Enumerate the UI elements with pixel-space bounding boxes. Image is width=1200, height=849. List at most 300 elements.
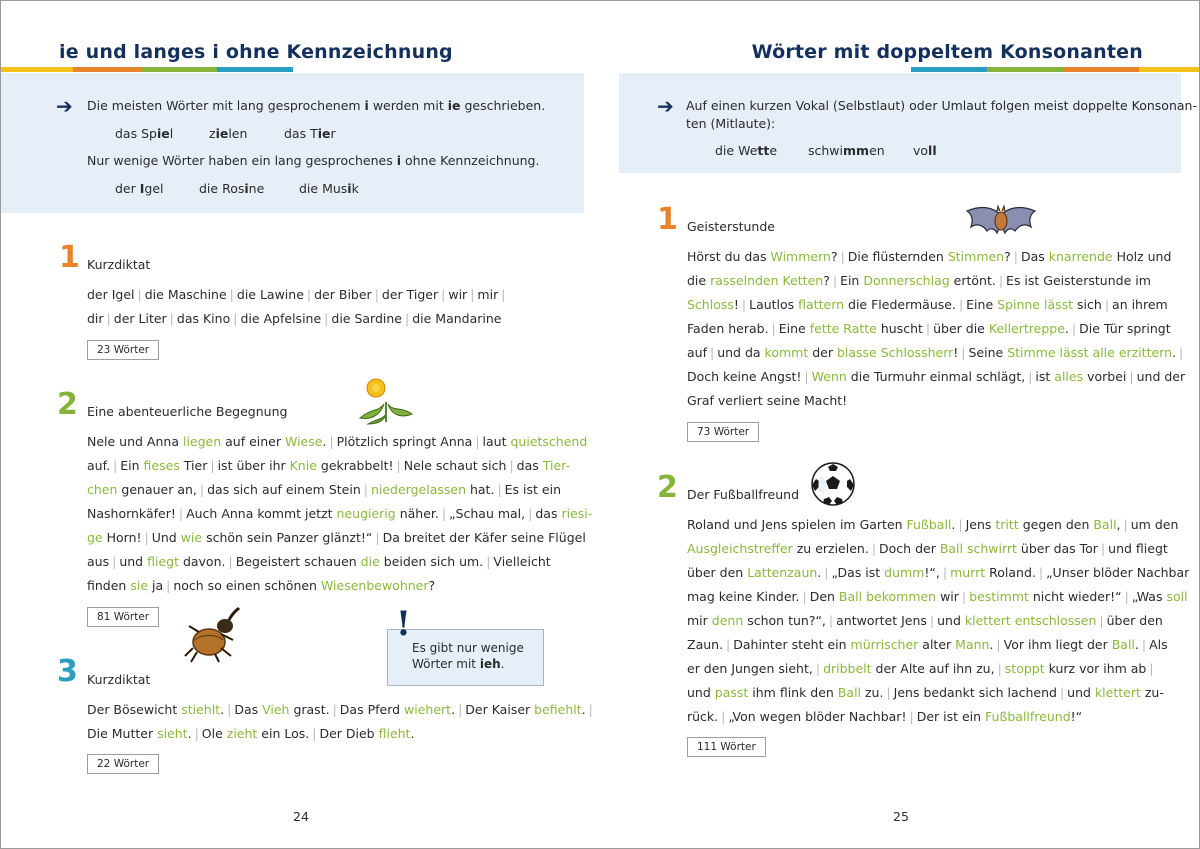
text-segment: und [937,613,965,628]
text-segment: beiden sich um. [379,554,484,569]
text-segment: antwortet Jens [836,613,927,628]
text-segment: die Turmuhr einmal schlägt, [846,369,1026,384]
text-segment: um den [1130,517,1179,532]
text-segment: Auch Anna kommt jetzt [186,506,337,521]
phrase-separator: | [486,554,491,569]
phrase-separator: | [958,517,963,532]
text-segment: das [516,458,543,473]
text-segment: das Kino [176,311,231,326]
text-segment: . [451,702,456,717]
color-stripe [987,67,1063,72]
phrase-separator: | [199,482,205,497]
phrase-separator: | [832,273,838,288]
color-stripes-right [911,67,1200,72]
phrase-separator: | [1129,369,1134,384]
page-title-left: ie und langes i ohne Kennzeichnung [59,41,453,63]
tip-text: Es gibt nur wenige Wörter mit ieh. [412,641,524,671]
text-segment: Graf verliert seine Macht! [687,393,848,408]
phrase-separator: | [929,613,935,628]
highlighted-word: liegen [182,434,222,449]
highlighted-word: Ball [1093,517,1117,532]
text-line [687,681,1189,705]
phrase-separator: | [1059,685,1065,700]
text-segment: das sich auf einem Stein [207,482,361,497]
text-segment: . [1172,345,1176,360]
color-stripe [1,67,73,72]
exercise-number: 2 [57,387,78,422]
phrase-separator: | [961,589,967,604]
phrase-separator: | [169,311,174,326]
text-segment: gekrabbelt! [316,458,394,473]
example-word: die Musik [299,181,359,196]
text-segment: ! [733,297,739,312]
phrase-separator: | [824,565,829,580]
phrase-separator: | [721,709,726,724]
rule-box-right [619,73,1197,173]
highlighted-word: passt [714,685,749,700]
highlighted-word: knarrende [1048,249,1113,264]
phrase-separator: | [106,311,111,326]
text-segment: wir [448,287,468,302]
exercise-title: Kurzdiktat [87,257,151,272]
phrase-separator: | [815,661,821,676]
exercise-title: Eine abenteuerliche Begegnung [87,404,288,419]
exercise-title: Geisterstunde [687,219,775,234]
text-segment: ? [830,249,838,264]
text-segment: Roland und Jens spielen im Garten [687,517,907,532]
highlighted-word: mürrischer [850,637,919,652]
phrase-separator: | [113,458,118,473]
text-segment: Eine [966,297,998,312]
phrase-separator: | [228,554,233,569]
highlighted-word: Ausgleichstreffer [687,541,793,556]
text-segment: schön sein Panzer glänzt!“ [202,530,373,545]
highlighted-word: Stimme lässt alle erzittern [1007,345,1173,360]
text-segment: Und [151,530,181,545]
text-segment: alter [918,637,956,652]
phrase-separator: | [925,321,931,336]
text-line [687,245,1186,269]
highlighted-word: Ball schwirrt [939,541,1017,556]
text-segment: mag keine Kinder. [687,589,800,604]
text-segment: die Fledermäuse. [844,297,956,312]
text-line [687,609,1189,633]
word-count-badge: 81 Wörter [87,607,159,627]
word-count-badge: 111 Wörter [687,737,766,757]
exercise-title: Kurzdiktat [87,672,151,687]
text-segment: „Unser blöder Nachbar [1046,565,1190,580]
phrase-separator: | [1124,589,1129,604]
highlighted-word: klettert entschlossen [964,613,1097,628]
highlighted-word: zieht [226,726,258,741]
text-segment: grast. [289,702,330,717]
color-stripe [217,67,293,72]
phrase-separator: | [1013,249,1018,264]
text-segment: nicht wieder!“ [1028,589,1122,604]
rule-line-1: Die meisten Wörter mit lang gesprochenem i werden mit ie geschrieben. [87,98,546,113]
exercise-number: 1 [657,202,678,237]
text-segment: der Biber [314,287,372,302]
text-segment: !“, [924,565,940,580]
phrase-separator: | [961,345,966,360]
phrase-separator: | [1141,637,1147,652]
text-segment: . [1064,321,1069,336]
text-segment: Das [1020,249,1049,264]
text-line [87,698,596,722]
text-segment: Lautlos [749,297,799,312]
highlighted-word: Tier- [542,458,571,473]
phrase-separator: | [1123,517,1128,532]
phrase-separator: | [194,726,199,741]
text-segment: Ole [201,726,227,741]
text-segment: . [220,702,225,717]
example-word: voll [913,143,937,158]
text-segment: und [119,554,148,569]
word-count-badge: 73 Wörter [687,422,759,442]
text-segment: Das [234,702,263,717]
highlighted-word: befiehlt [534,702,582,717]
phrase-separator: | [441,506,447,521]
text-segment: rück. [687,709,719,724]
highlighted-word: alles [1054,369,1084,384]
text-segment: auf einer [221,434,285,449]
rule-line-2: ten (Mitlaute): [686,116,776,131]
text-segment: der Liter [113,311,167,326]
text-line [87,526,592,550]
text-segment: ? [1004,249,1011,264]
text-line [87,502,592,526]
example-word: die Rosine [199,181,265,196]
text-segment: und der [1136,369,1186,384]
text-segment: Seine [968,345,1008,360]
phrase-separator: | [396,458,401,473]
highlighted-word: fliegt [147,554,179,569]
color-stripes-left [1,67,293,72]
phrase-separator: | [909,709,914,724]
highlighted-word: Knie [289,458,317,473]
phrase-separator: | [475,434,480,449]
example-word: das Spiel [115,126,174,141]
text-line [87,307,508,331]
highlighted-word: chen [87,482,118,497]
highlighted-word: Spinne lässt [997,297,1074,312]
phrase-separator: | [501,287,506,302]
phrase-separator: | [374,287,379,302]
rule-line-1: Auf einen kurzen Vokal (Selbstlaut) oder Umlaut folgen meist doppelte Konsonan- [686,98,1197,113]
text-segment: Die Tür springt [1079,321,1171,336]
text-line [687,585,1189,609]
text-segment: kurz vor ihm ab [1044,661,1147,676]
highlighted-word: stoppt [1004,661,1045,676]
exercise-text [87,698,596,746]
text-segment: Dahinter steht ein [733,637,851,652]
exercise-title: Der Fußballfreund [687,487,800,502]
highlighted-word: fieses [143,458,180,473]
text-segment: Ein [840,273,864,288]
highlighted-word: Schloss [687,297,734,312]
text-segment: Da breitet der Käfer seine Flügel [382,530,586,545]
text-line [687,269,1186,293]
text-segment: , [1116,517,1121,532]
rule-line-2: Nur wenige Wörter haben ein lang gesprochenes i ohne Kennzeichnung. [87,153,540,168]
phrase-separator: | [1099,613,1104,628]
text-segment: aus [87,554,110,569]
exercise-text [87,283,508,331]
text-segment: noch so einen schönen [173,578,321,593]
text-segment: Es ist Geisterstunde im [1006,273,1151,288]
text-segment: Das Pferd [339,702,405,717]
text-segment: über das Tor [1016,541,1098,556]
text-line [687,537,1189,561]
phrase-separator: | [871,541,877,556]
highlighted-word: quietschend [510,434,588,449]
text-segment: Holz und [1112,249,1172,264]
phrase-separator: | [996,637,1001,652]
phrase-separator: | [306,287,312,302]
phrase-separator: | [166,578,171,593]
text-segment: näher. [395,506,439,521]
phrase-separator: | [828,613,834,628]
highlighted-word: flieht [378,726,411,741]
text-segment: mir [477,287,499,302]
phrase-separator: | [137,287,142,302]
text-line [687,293,1186,317]
example-word: der Igel [115,181,164,196]
text-segment: finden [87,578,131,593]
phrase-separator: | [324,311,329,326]
text-segment: schon tun?“, [743,613,826,628]
highlighted-word: denn [711,613,744,628]
text-segment: der Alte auf ihn zu, [871,661,995,676]
highlighted-word: Wiese [284,434,323,449]
highlighted-word: Ball bekommen [838,589,937,604]
text-segment: Faden herab. [687,321,769,336]
phrase-separator: | [233,311,238,326]
highlighted-word: bestimmt [969,589,1029,604]
phrase-separator: | [528,506,533,521]
text-segment: wir [936,589,959,604]
text-segment: ? [823,273,830,288]
text-segment: huscht [876,321,923,336]
highlighted-word: Fußball [906,517,952,532]
exercise-text [687,245,1186,413]
highlighted-word: murrt [950,565,986,580]
phrase-separator: | [1038,565,1044,580]
text-line [87,478,592,502]
highlighted-word: neugierig [336,506,396,521]
text-line [87,722,596,746]
text-segment: über den [687,565,748,580]
text-segment: Der ist ein [916,709,986,724]
text-segment: der Igel [87,287,135,302]
text-segment: an ihrem [1112,297,1168,312]
text-segment: gegen den [1018,517,1094,532]
text-line [687,389,1186,413]
phrase-separator: | [1179,345,1184,360]
phrase-separator: | [375,530,380,545]
text-segment: Es ist ein [504,482,561,497]
text-segment: ein Los. [257,726,310,741]
phrase-separator: | [441,287,446,302]
text-line [87,283,508,307]
text-segment: !“ [1070,709,1083,724]
text-line [87,430,592,454]
beetle-icon [181,604,245,664]
phrase-separator: | [771,321,776,336]
phrase-separator: | [958,297,964,312]
phrase-separator: | [363,482,368,497]
phrase-separator: | [470,287,475,302]
text-segment: laut [482,434,511,449]
highlighted-word: soll [1166,589,1188,604]
highlighted-word: rasselnden Ketten [710,273,824,288]
highlighted-word: wiehert [404,702,452,717]
phrase-separator: | [886,685,891,700]
text-segment: und [687,685,715,700]
flower-icon [354,374,418,426]
phrase-separator: | [229,287,234,302]
highlighted-word: niedergelassen [370,482,466,497]
text-segment: sich [1073,297,1102,312]
text-segment: Den [809,589,839,604]
text-segment: die Mandarine [412,311,502,326]
text-segment: Jens bedankt sich lachend [893,685,1057,700]
page-number: 24 [293,809,309,824]
example-word: die Wette [715,143,778,158]
highlighted-word: Ball [1111,637,1135,652]
text-segment: auf [687,345,707,360]
text-segment: . [410,726,415,741]
exercise-number: 1 [59,240,80,275]
text-segment: Doch keine Angst! [687,369,802,384]
phrase-separator: | [178,506,184,521]
highlighted-word: sieht [157,726,188,741]
text-segment: ? [428,578,436,593]
color-stripe [141,67,217,72]
text-line [687,561,1189,585]
text-segment: . [1134,637,1139,652]
text-segment: Nashornkäfer! [87,506,176,521]
phrase-separator: | [942,565,948,580]
text-segment: Vielleicht [493,554,551,569]
text-line [687,513,1189,537]
color-stripe [911,67,987,72]
text-segment: und da [717,345,765,360]
text-segment: ihm flink den [748,685,838,700]
highlighted-word: ge [87,530,103,545]
text-segment: das [535,506,562,521]
phrase-separator: | [998,273,1004,288]
text-segment: auf. [87,458,111,473]
arrow-icon: ➔ [56,94,73,118]
exercise-number: 2 [657,470,678,505]
phrase-separator: | [329,434,334,449]
text-line [687,365,1186,389]
text-segment: „Schau mal, [449,506,526,521]
phrase-separator: | [144,530,149,545]
text-line [87,550,592,574]
text-segment: und fliegt [1108,541,1168,556]
text-segment: Roland. [985,565,1036,580]
text-segment: die Maschine [144,287,227,302]
text-segment: „Das ist [831,565,885,580]
highlighted-word: fette Ratte [809,321,877,336]
highlighted-word: Ball [837,685,862,700]
color-stripe [73,67,141,72]
color-stripe [1063,67,1139,72]
highlighted-word: Vieh [262,702,290,717]
text-segment: Hörst du das [687,249,771,264]
example-word: schwimmen [808,143,885,158]
phrase-separator: | [497,482,502,497]
highlighted-word: Fußballfreund [985,709,1071,724]
text-segment: die [687,273,711,288]
highlighted-word: Mann [955,637,990,652]
text-segment: die Sardine [331,311,402,326]
text-segment: ! [953,345,959,360]
rule-box-left [1,73,584,213]
text-segment: über den [1106,613,1163,628]
highlighted-word: Wiesenbewohner [320,578,429,593]
text-segment: er den Jungen sieht, [687,661,813,676]
text-segment: . [951,517,956,532]
text-segment: mir [687,613,712,628]
text-segment: dir [87,311,104,326]
exercise-text [87,430,592,598]
example-word: zielen [209,126,248,141]
text-segment: Begeistert schauen [235,554,361,569]
highlighted-word: flattern [798,297,845,312]
text-segment: Ein [120,458,144,473]
football-icon [810,461,856,507]
text-segment: Die Mutter [87,726,158,741]
text-segment: zu. [861,685,884,700]
page-left [1,1,600,848]
exercise-number: 3 [57,654,78,689]
highlighted-word: riesi- [561,506,593,521]
phrase-separator: | [210,458,215,473]
highlighted-word: sie [130,578,149,593]
highlighted-word: dribbelt [823,661,872,676]
text-line [687,633,1189,657]
color-stripe [1139,67,1200,72]
highlighted-word: blasse Schlossherr [836,345,954,360]
text-segment: . [187,726,192,741]
text-line [687,705,1189,729]
text-segment: Der Bösewicht [87,702,182,717]
phrase-separator: | [709,345,715,360]
phrase-separator: | [588,702,593,717]
bat-icon [965,203,1037,243]
text-segment: Horn! [102,530,142,545]
text-segment: . [817,565,822,580]
text-segment: der Tiger [381,287,439,302]
text-line [87,574,592,598]
text-segment: Tier [179,458,208,473]
highlighted-word: klettert [1094,685,1141,700]
text-segment: hat. [466,482,495,497]
text-segment: . [322,434,327,449]
highlighted-word: Stimmen [947,249,1005,264]
highlighted-word: Wenn [811,369,847,384]
text-segment: Die flüsternden [847,249,948,264]
phrase-separator: | [802,589,807,604]
text-segment: ertönt. [949,273,996,288]
highlighted-word: Lattenzaun [747,565,818,580]
text-segment: der [808,345,837,360]
text-line [687,341,1186,365]
text-segment: Plötzlich springt Anna [336,434,473,449]
